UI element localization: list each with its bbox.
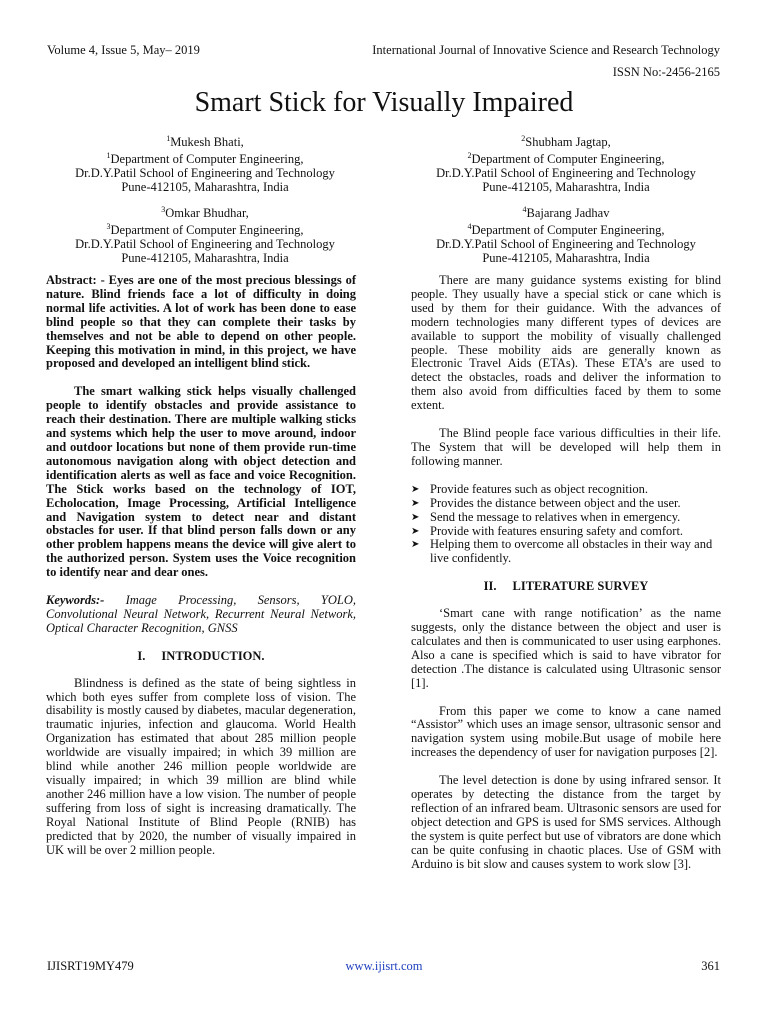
list-item	[411, 511, 721, 525]
paper-id: IJISRT19MY479	[47, 959, 134, 973]
author-sup: 1	[166, 134, 171, 143]
arrow-bullet-icon: ➤	[411, 483, 420, 495]
body-paragraph: The Blind people face various difficulties in their life. The System that will be developed will help them in following manner.	[411, 426, 721, 468]
author-city: Pune-412105, Maharashtra, India	[121, 251, 289, 266]
section-number: II.	[483, 579, 497, 594]
arrow-bullet-icon: ➤	[411, 539, 420, 551]
abstract-paragraph: The smart walking stick helps visually challenged people to identify obstacles and provide assistance to reach their destination. There are multiple walking sticks and systems which help the user to move around, indoor and outdoor locations but none of them provide run-time autonomous navigation along with object detection and identification alerts as well as face and voice Recognition. The Stick works based on the technology of IOT, Echolocation, Image Processing, Artificial Intelligence and Navigation system to detect near and distant obstacles for user. If that blind person falls down or any other problem happens means the device will give alert to the authorized person. System uses the Voice recognition to identify near and dear ones.	[46, 384, 356, 580]
list-item-text: Send the message to relatives when in emergency.	[430, 509, 681, 524]
page-number: 361	[701, 959, 720, 973]
section-heading-introduction	[46, 650, 356, 664]
author-name: Shubham Jagtap,	[525, 135, 611, 150]
author-school: Dr.D.Y.Patil School of Engineering and Technology	[75, 237, 335, 252]
paper-title: Smart Stick for Visually Impaired	[194, 87, 574, 118]
author-name: Omkar Bhudhar,	[165, 206, 249, 221]
arrow-bullet-icon: ➤	[411, 497, 420, 509]
list-item-text: Provides the distance between object and the user.	[430, 495, 681, 510]
list-item	[411, 497, 721, 511]
author-sup: 4	[522, 205, 527, 214]
journal-name: International Journal of Innovative Science and Research Technology	[372, 43, 720, 57]
dept-sup: 4	[467, 222, 472, 232]
abstract-paragraph: Abstract: - Eyes are one of the most precious blessings of nature. Blind friends face a lot of difficulty in doing normal life activities. A lot of work has been done to ease blind people so that they can complete their tasks by themselves and not be able to depend on other people. Keeping this motivation in mind, in this project, we have proposed and developed an intelligent blind stick.	[46, 273, 356, 371]
author-block-1	[40, 132, 370, 194]
author-dept: Department of Computer Engineering,	[471, 152, 665, 167]
volume-issue: Volume 4, Issue 5, May– 2019	[47, 43, 200, 57]
author-sup: 2	[521, 134, 526, 143]
author-school: Dr.D.Y.Patil School of Engineering and Technology	[75, 166, 335, 181]
dept-sup: 2	[467, 151, 472, 161]
author-block-2	[401, 132, 731, 194]
list-item	[411, 483, 721, 497]
author-city: Pune-412105, Maharashtra, India	[121, 180, 289, 195]
list-item-text: Provide features such as object recognition.	[430, 481, 648, 496]
body-paragraph: ‘Smart cane with range notification’ as the name suggests, only the distance between the object and user is calculates and then is communicated to user using earphones. Also a cane is specified which is said to have vibrator for detection .The distance is calculated using Ultrasonic sensor [1].	[411, 606, 721, 690]
section-title: INTRODUCTION.	[161, 648, 265, 663]
body-paragraph: From this paper we come to know a cane named “Assistor” which uses an image sensor, ultrasonic sensor and navigation system using mobile.But usage of mobile here increases the dependency of user for navigation purposes [2].	[411, 703, 721, 760]
body-paragraph: The level detection is done by using infrared sensor. It operates by detecting the distance from the target by reflection of an infrared beam. Ultrasonic sensors are used for object detection and GPS is used for SMS services. Although the system is quite perfect but use of vibrators are done which can be quite confusing in chaotic places. Use of GSM with Arduino is bit slow and causes system to work slow [3].	[411, 773, 721, 871]
keywords	[46, 594, 356, 636]
author-dept: Department of Computer Engineering,	[110, 223, 304, 238]
author-dept: Department of Computer Engineering,	[110, 152, 304, 167]
author-city: Pune-412105, Maharashtra, India	[482, 251, 650, 266]
list-item-text: Provide with features ensuring safety and comfort.	[430, 523, 684, 538]
issn: ISSN No:-2456-2165	[612, 65, 720, 79]
author-city: Pune-412105, Maharashtra, India	[482, 180, 650, 195]
keywords-label: Keywords:-	[46, 593, 105, 608]
journal-link[interactable]: www.ijisrt.com	[345, 959, 423, 973]
section-number: I.	[137, 648, 146, 663]
author-block-3	[40, 203, 370, 265]
body-paragraph: Blindness is defined as the state of being sightless in which both eyes suffer from complete loss of vision. The disability is mostly caused by diabetes, macular degeneration, traumatic injuries, infection and glaucoma. World Health Organization has estimated that about 285 million people worldwide are visually impaired; in which 39 million are blind while another 246 million people worldwide are visually impaired; in which 39 million are blind while another 246 million have a low vision. The number of people suffering from loss of sight is increasing dramatically. The Royal National Institute of Blind People (RNIB) has predicted that by 2020, the number of visually impaired in UK will be over 2 million people.	[46, 675, 356, 857]
keywords-text: Image Processing, Sensors, YOLO, Convolutional Neural Network, Recurrent Neural Network, Optical Character Recognition, GNSS	[46, 593, 356, 635]
author-sup: 3	[161, 205, 166, 214]
author-name: Bajarang Jadhav	[526, 206, 610, 221]
feature-list	[411, 483, 721, 566]
section-heading-literature-survey	[411, 580, 721, 594]
list-item-text: Helping them to overcome all obstacles in their way and live confidently.	[430, 537, 713, 566]
author-block-4	[401, 203, 731, 265]
author-school: Dr.D.Y.Patil School of Engineering and Technology	[436, 237, 696, 252]
author-dept: Department of Computer Engineering,	[471, 223, 665, 238]
author-school: Dr.D.Y.Patil School of Engineering and Technology	[436, 166, 696, 181]
arrow-bullet-icon: ➤	[411, 525, 420, 537]
dept-sup: 1	[106, 151, 111, 161]
list-item	[411, 525, 721, 539]
arrow-bullet-icon: ➤	[411, 511, 420, 523]
left-column	[46, 274, 356, 857]
list-item	[411, 538, 721, 566]
dept-sup: 3	[106, 222, 111, 232]
section-title: LITERATURE SURVEY	[512, 579, 649, 594]
author-name: Mukesh Bhati,	[170, 135, 244, 150]
body-paragraph: There are many guidance systems existing for blind people. They usually have a special stick or cane which is used by them for their guidance. With the advances of modern technologies many different types of devices are available to support the mobility of visually challenged people. These mobility aids are generally known as Electronic Travel Aids (ETAs). These ETA’s are used to detect the obstacles, roads and deliver the information to them also avoid from difficulties faced by them to some extent.	[411, 273, 721, 413]
right-column	[411, 274, 721, 872]
